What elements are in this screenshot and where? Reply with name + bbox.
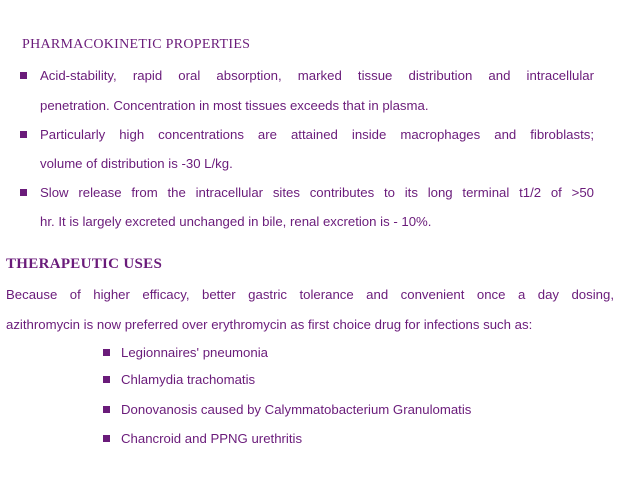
pharmacokinetic-heading: PHARMACOKINETIC PROPERTIES — [22, 37, 251, 52]
pk-bullet-2-line-1: Particularly high concentrations are attained inside macrophages and fibroblasts; — [40, 127, 594, 142]
pk-bullet-1-line-1: Acid-stability, rapid oral absorption, marked tissue distribution and intracellular — [40, 68, 594, 83]
use-item: Legionnaires' pneumonia — [121, 345, 268, 360]
bullet-icon — [103, 376, 110, 383]
bullet-icon — [103, 406, 110, 413]
bullet-icon — [20, 72, 27, 79]
pk-bullet-1-line-2: penetration. Concentration in most tissues exceeds that in plasma. — [40, 98, 429, 113]
use-item: Chlamydia trachomatis — [121, 372, 256, 387]
bullet-icon — [20, 131, 27, 138]
bullet-icon — [20, 189, 27, 196]
bullet-icon — [103, 349, 110, 356]
pk-bullet-2-line-2: volume of distribution is -30 L/kg. — [40, 156, 233, 171]
use-item: Chancroid and PPNG urethritis — [121, 431, 303, 446]
therapeutic-uses-heading: THERAPEUTIC USES — [6, 256, 163, 272]
bullet-icon — [103, 435, 110, 442]
therapeutic-paragraph-line-2: azithromycin is now preferred over erythromycin as first choice drug for infections such as: — [6, 317, 533, 332]
pk-bullet-3-line-2: hr. It is largely excreted unchanged in bile, renal excretion is - 10%. — [40, 214, 432, 229]
therapeutic-paragraph-line-1: Because of higher efficacy, better gastric tolerance and convenient once a day dosing, — [6, 287, 614, 302]
use-item: Donovanosis caused by Calymmatobacterium Granulomatis — [121, 402, 472, 417]
pk-bullet-3-line-1: Slow release from the intracellular sites contributes to its long terminal t1/2 of >50 — [40, 185, 594, 200]
